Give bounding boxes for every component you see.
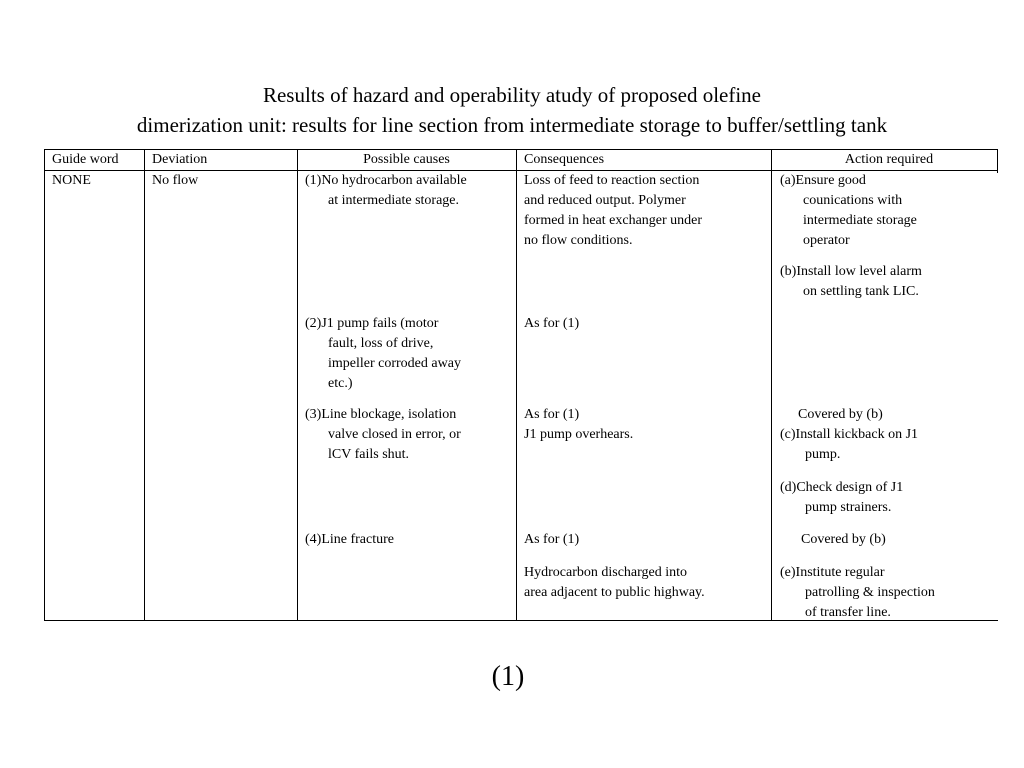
page-title-line-2: dimerization unit: results for line section from intermediate storage to buffer/settling tank <box>136 113 888 137</box>
consequence-line: and reduced output. Polymer <box>524 193 686 208</box>
action-line: (c)Install kickback on J1 <box>780 427 919 442</box>
consequence-line: J1 pump overhears. <box>524 427 634 442</box>
consequence-line: area adjacent to public highway. <box>524 585 705 600</box>
header-possible-causes: Possible causes <box>363 152 450 167</box>
deviation-cell: No flow <box>152 173 199 188</box>
action-line: (d)Check design of J1 <box>780 480 904 495</box>
header-action-required: Action required <box>844 152 934 167</box>
action-line: patrolling & inspection <box>805 585 935 600</box>
page-number: (1) <box>491 661 525 692</box>
cause-item-3 <box>305 405 461 465</box>
header-consequences: Consequences <box>524 152 605 167</box>
action-line: on settling tank LIC. <box>803 284 919 299</box>
column-divider <box>516 149 517 621</box>
column-divider <box>771 149 772 621</box>
cause-item-1 <box>305 171 467 211</box>
consequence-line: formed in heat exchanger under <box>524 213 703 228</box>
consequence-item-1 <box>524 171 702 251</box>
consequence-item-3 <box>524 405 633 445</box>
consequence-line: Hydrocarbon discharged into <box>524 565 688 580</box>
action-line: intermediate storage <box>803 213 917 228</box>
consequence-line: Loss of feed to reaction section <box>524 173 700 188</box>
cause-line: (3)Line blockage, isolation <box>305 407 457 422</box>
guide-word-cell: NONE <box>52 173 91 188</box>
cause-line: etc.) <box>328 376 353 391</box>
action-line: pump. <box>805 447 841 462</box>
cause-line: impeller corroded away <box>328 356 461 371</box>
cause-item-2 <box>305 314 461 394</box>
consequence-line: As for (1) <box>524 407 580 422</box>
consequence-item-2 <box>524 314 579 334</box>
action-line: pump strainers. <box>805 500 892 515</box>
consequence-item-5 <box>524 563 705 603</box>
header-deviation: Deviation <box>152 152 208 167</box>
action-item-e <box>780 563 935 623</box>
consequence-item-4 <box>524 530 579 550</box>
cause-line: lCV fails shut. <box>328 447 410 462</box>
header-guide-word: Guide word <box>52 152 119 167</box>
action-item-b <box>780 262 922 302</box>
action-line: (e)Institute regular <box>780 565 885 580</box>
action-item-a <box>780 171 917 251</box>
action-line: counications with <box>803 193 903 208</box>
action-item-c <box>780 425 918 465</box>
cause-line: at intermediate storage. <box>328 193 459 208</box>
cause-item-4 <box>305 530 394 550</box>
page-title-line-1: Results of hazard and operability atudy of proposed olefine <box>262 83 762 107</box>
action-line: of transfer line. <box>805 605 891 620</box>
consequence-line: no flow conditions. <box>524 233 633 248</box>
consequence-line: As for (1) <box>524 316 580 331</box>
action-note-covered: Covered by (b) <box>801 532 886 547</box>
consequence-line: As for (1) <box>524 532 580 547</box>
action-line: (a)Ensure good <box>780 173 866 188</box>
action-line: (b)Install low level alarm <box>780 264 922 279</box>
cause-line: (2)J1 pump fails (motor <box>305 316 439 331</box>
cause-line: fault, loss of drive, <box>328 336 434 351</box>
cause-line: (1)No hydrocarbon available <box>305 173 467 188</box>
cause-line: valve closed in error, or <box>328 427 461 442</box>
action-line: operator <box>803 233 850 248</box>
column-divider <box>297 149 298 621</box>
column-divider <box>144 149 145 621</box>
action-note-covered: Covered by (b) <box>798 407 883 422</box>
action-item-d <box>780 478 903 518</box>
cause-line: (4)Line fracture <box>305 532 394 547</box>
